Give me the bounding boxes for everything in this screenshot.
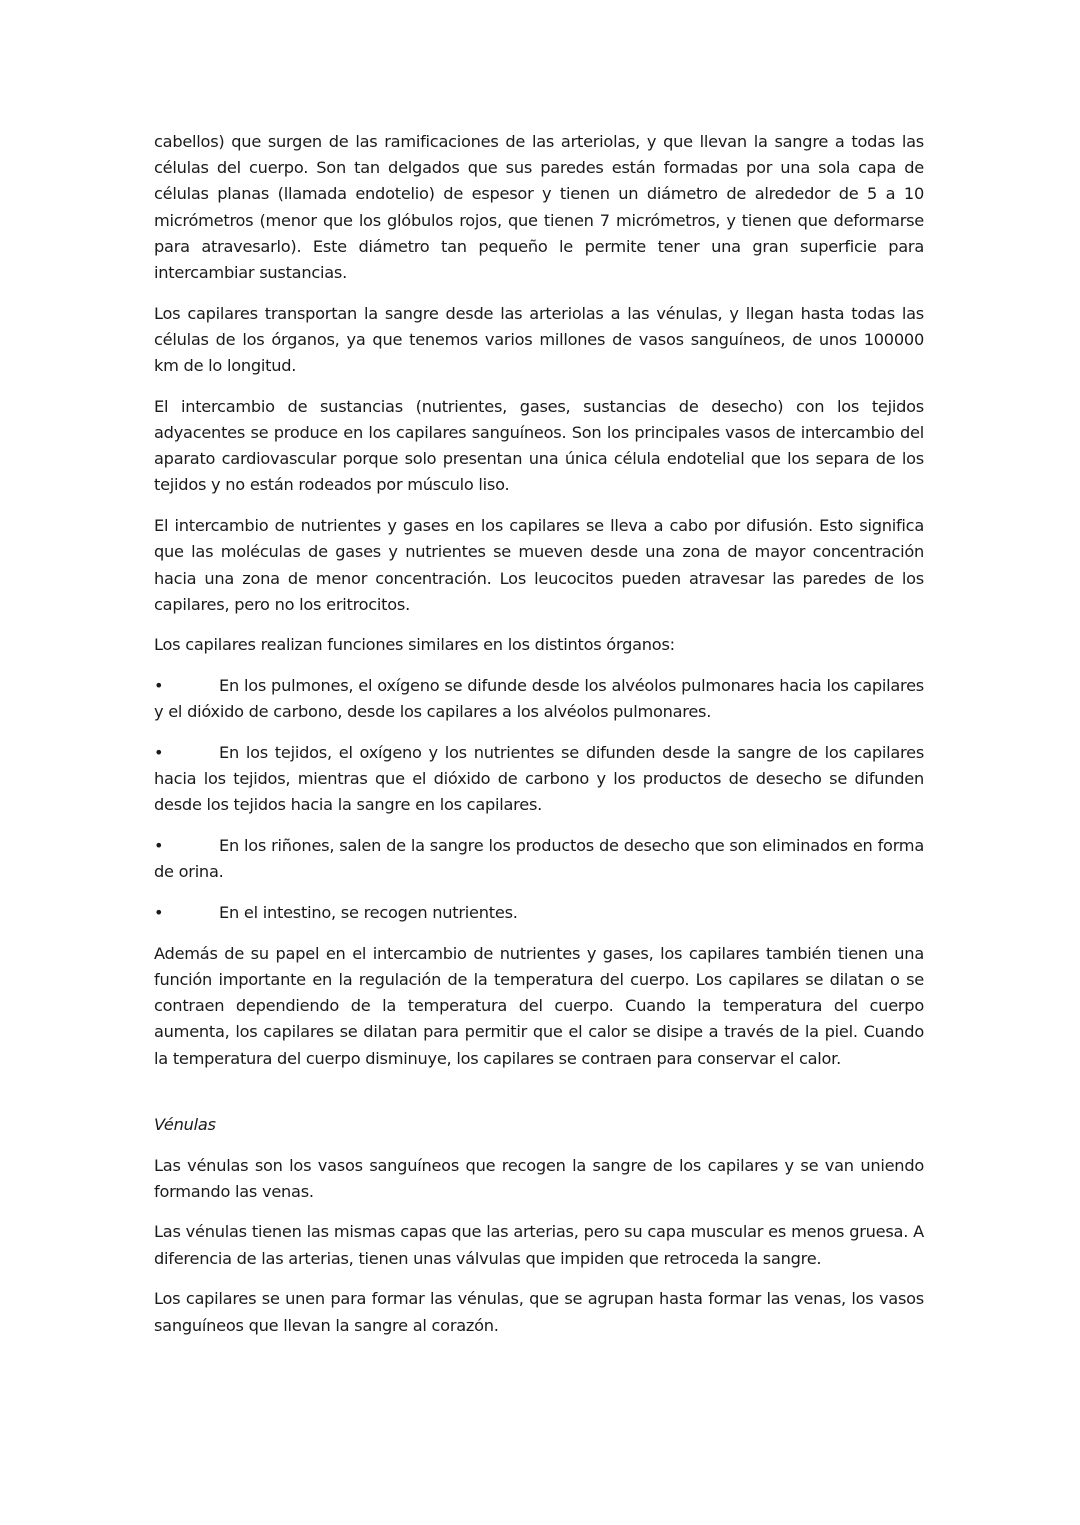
paragraph-capilares-diffusion: El intercambio de nutrientes y gases en los capilares se lleva a cabo por difusión. Esto significa que las moléculas de gases y nutrientes se mueven desde una zona de mayor concentración hacia una zona de menor concentración. Los leucocitos pueden atravesar las paredes de los capilares, pero no los eritrocitos. xyxy=(154,516,924,614)
paragraph-capilares-exchange: El intercambio de sustancias (nutrientes, gases, sustancias de desecho) con los tejidos adyacentes se produce en los capilares sanguíneos. Son los principales vasos de intercambio del aparato cardiovascular porque solo presentan una única célula endotelial que los separa de los tejidos y no están rodeados por músculo liso. xyxy=(154,396,924,495)
bullet-icon: • xyxy=(154,743,164,763)
paragraph-venulas-layers: Las vénulas tienen las mismas capas que las arterias, pero su capa muscular es menos gruesa. A diferencia de las arterias, tienen unas válvulas que impiden que retroceda la sangre. xyxy=(154,1222,924,1268)
section-title-venulas: Vénulas xyxy=(154,1114,216,1134)
bullet-text: En los riñones, salen de la sangre los productos de desecho que son eliminados en forma de orina. xyxy=(154,836,924,882)
paragraph-venulas-formation: Los capilares se unen para formar las vénulas, que se agrupan hasta formar las venas, los vasos sanguíneos que llevan la sangre al corazón. xyxy=(154,1289,924,1335)
paragraph-venulas-definition: Las vénulas son los vasos sanguíneos que recogen la sangre de los capilares y se van uniendo formando las venas. xyxy=(154,1155,924,1201)
bullet-icon: • xyxy=(154,676,164,696)
bullet-item-tejidos xyxy=(154,740,924,819)
bullet-item-intestino xyxy=(154,900,924,926)
document-page xyxy=(154,129,924,1353)
bullet-item-pulmones xyxy=(154,673,924,725)
bullet-icon: • xyxy=(154,836,164,856)
paragraph-capilares-transport: Los capilares transportan la sangre desde las arteriolas a las vénulas, y llegan hasta todas las células de los órganos, ya que tenemos varios millones de vasos sanguíneos, de unos 100000 km de lo longitud. xyxy=(154,303,924,376)
bullet-text: En el intestino, se recogen nutrientes. xyxy=(219,903,518,923)
bullet-item-rinones xyxy=(154,833,924,885)
paragraph-temperature-regulation: Además de su papel en el intercambio de nutrientes y gases, los capilares también tienen una función importante en la regulación de la temperatura del cuerpo. Los capilares se dilatan o se contraen dependiendo de la temperatura del cuerpo. Cuando la temperatura del cuerpo aumenta, los capilares se dilatan para permitir que el calor se disipe a través de la piel. Cuando la temperatura del cuerpo disminuye, los capilares se contraen para conservar el calor. xyxy=(154,943,924,1068)
bullet-text: En los pulmones, el oxígeno se difunde desde los alvéolos pulmonares hacia los capilares y el dióxido de carbono, desde los capilares a los alvéolos pulmonares. xyxy=(154,676,924,722)
bullet-icon: • xyxy=(154,903,164,923)
paragraph-capilares-description: cabellos) que surgen de las ramificaciones de las arteriolas, y que llevan la sangre a todas las células del cuerpo. Son tan delgados que sus paredes están formadas por una sola capa de células planas (llamada endotelio) de espesor y tienen un diámetro de alrededor de 5 a 10 micrómetros (menor que los glóbulos rojos, que tienen 7 micrómetros, y tienen que deformarse para atravesarlo). Este diámetro tan pequeño le permite tener una gran superficie para intercambiar sustancias. xyxy=(154,132,924,283)
paragraph-capilares-functions-intro: Los capilares realizan funciones similares en los distintos órganos: xyxy=(154,635,675,655)
bullet-text: En los tejidos, el oxígeno y los nutrientes se difunden desde la sangre de los capilares hacia los tejidos, mientras que el dióxido de carbono y los productos de desecho se difunden desde los tejidos hacia la sangre en los capilares. xyxy=(154,743,924,815)
